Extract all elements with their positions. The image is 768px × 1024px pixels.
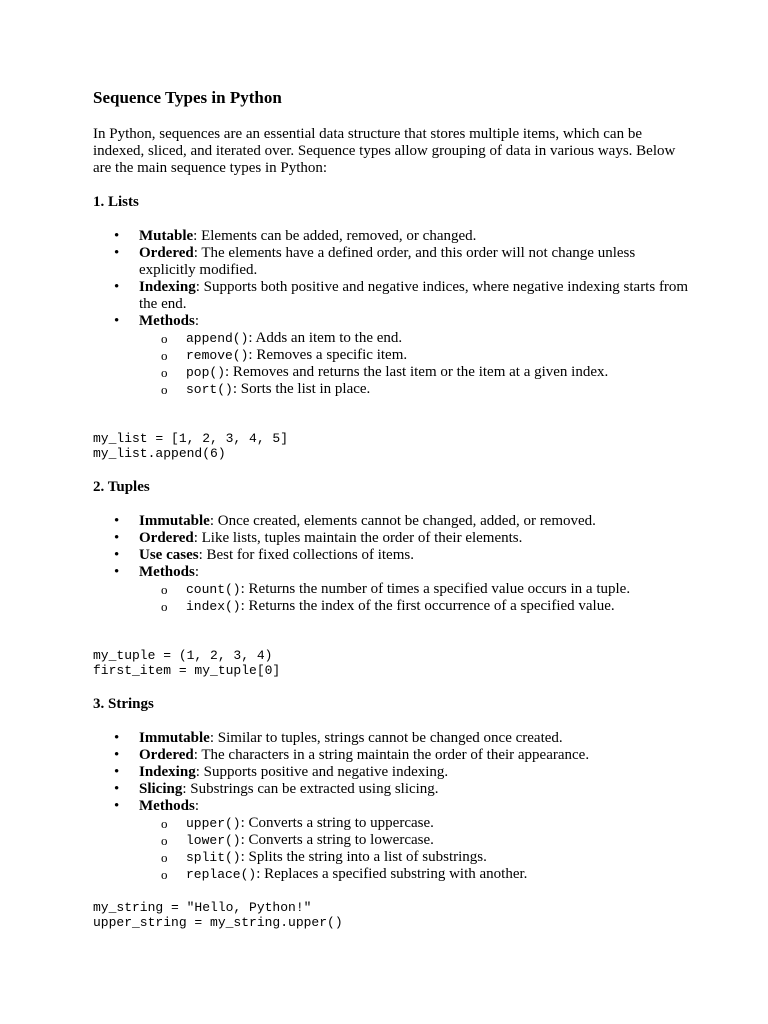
bullet-list <box>93 730 693 883</box>
spacer <box>93 678 693 696</box>
bullet-text: : Supports positive and negative indexing. <box>195 764 449 780</box>
bullet-term: Immutable <box>139 513 210 529</box>
method-code: replace() <box>186 867 257 882</box>
section-heading: 2. Tuples <box>93 479 150 495</box>
method-item <box>139 849 693 866</box>
list-item <box>93 279 693 313</box>
bullet-text: : Once created, elements cannot be changed, added, or removed. <box>209 513 596 529</box>
method-text: : Removes and returns the last item or the item at a given index. <box>225 364 609 380</box>
bullet-text: : <box>194 798 200 814</box>
method-text: : Returns the number of times a specified value occurs in a tuple. <box>240 581 631 597</box>
spacer <box>93 615 693 648</box>
method-code: split() <box>186 850 241 865</box>
method-code: sort() <box>186 382 233 397</box>
code-block: my_string = "Hello, Python!" upper_string = my_string.upper() <box>93 900 343 930</box>
spacer <box>93 398 693 431</box>
method-code: append() <box>186 331 249 346</box>
list-item <box>93 245 693 279</box>
method-item <box>139 381 693 398</box>
method-item <box>139 866 693 883</box>
list-item <box>93 313 693 398</box>
bullet-term: Indexing <box>139 279 196 295</box>
method-code: pop() <box>186 365 226 380</box>
spacer <box>93 883 693 900</box>
method-item <box>139 364 693 381</box>
document-page <box>93 87 693 930</box>
list-item <box>93 547 693 564</box>
list-item <box>93 747 693 764</box>
method-item <box>139 330 693 347</box>
method-item <box>139 581 693 598</box>
list-item <box>93 730 693 747</box>
method-text: : Removes a specific item. <box>248 347 408 363</box>
code-block: my_list = [1, 2, 3, 4, 5] my_list.append(6) <box>93 431 289 461</box>
list-item <box>93 564 693 615</box>
list-item <box>93 228 693 245</box>
method-text: : Converts a string to uppercase. <box>240 815 434 831</box>
methods-list <box>139 815 693 883</box>
method-code: count() <box>186 582 241 597</box>
section-heading: 3. Strings <box>93 696 154 712</box>
page-title: Sequence Types in Python <box>93 88 282 107</box>
list-item <box>93 798 693 883</box>
method-code: index() <box>186 599 241 614</box>
intro-paragraph: In Python, sequences are an essential data structure that stores multiple items, which can be indexed, sliced, and iterated over. Sequence types allow grouping of data in various ways. Below are the main sequence types in Python: <box>93 126 676 176</box>
methods-list <box>139 581 693 615</box>
method-code: lower() <box>186 833 241 848</box>
section-heading: 1. Lists <box>93 194 139 210</box>
bullet-term: Ordered <box>139 530 194 546</box>
bullet-text: : Best for fixed collections of items. <box>198 547 414 563</box>
bullet-term: Methods <box>139 564 195 580</box>
bullet-term: Indexing <box>139 764 196 780</box>
spacer <box>93 461 693 479</box>
method-text: : Converts a string to lowercase. <box>240 832 434 848</box>
bullet-text: : Similar to tuples, strings cannot be changed once created. <box>209 730 563 746</box>
bullet-text: : Supports both positive and negative indices, where negative indexing starts from the end. <box>139 279 689 312</box>
method-text: : Adds an item to the end. <box>248 330 403 346</box>
bullet-text: : The elements have a defined order, and this order will not change unless explicitly modified. <box>139 245 636 278</box>
method-text: : Sorts the list in place. <box>232 381 371 397</box>
section-lists <box>93 194 693 479</box>
methods-list <box>139 330 693 398</box>
method-text: : Returns the index of the first occurrence of a specified value. <box>240 598 615 614</box>
method-item <box>139 347 693 364</box>
bullet-list <box>93 513 693 615</box>
bullet-text: : The characters in a string maintain the order of their appearance. <box>193 747 590 763</box>
method-text: : Replaces a specified substring with another. <box>256 866 528 882</box>
bullet-term: Ordered <box>139 747 194 763</box>
bullet-term: Use cases <box>139 547 199 563</box>
bullet-term: Immutable <box>139 730 210 746</box>
code-block: my_tuple = (1, 2, 3, 4) first_item = my_tuple[0] <box>93 648 281 678</box>
method-item <box>139 832 693 849</box>
method-code: upper() <box>186 816 241 831</box>
bullet-term: Ordered <box>139 245 194 261</box>
bullet-term: Methods <box>139 798 195 814</box>
list-item <box>93 781 693 798</box>
bullet-text: : Substrings can be extracted using slicing. <box>182 781 439 797</box>
section-tuples <box>93 479 693 696</box>
bullet-text: : Elements can be added, removed, or changed. <box>193 228 477 244</box>
list-item <box>93 513 693 530</box>
list-item <box>93 764 693 781</box>
bullet-text: : Like lists, tuples maintain the order of their elements. <box>193 530 523 546</box>
method-item <box>139 815 693 832</box>
bullet-term: Mutable <box>139 228 194 244</box>
list-item <box>93 530 693 547</box>
bullet-text: : <box>194 564 200 580</box>
method-text: : Splits the string into a list of substrings. <box>240 849 487 865</box>
bullet-text: : <box>194 313 200 329</box>
bullet-term: Slicing <box>139 781 183 797</box>
bullet-list <box>93 228 693 398</box>
bullet-term: Methods <box>139 313 195 329</box>
method-code: remove() <box>186 348 249 363</box>
method-item <box>139 598 693 615</box>
section-strings <box>93 696 693 930</box>
